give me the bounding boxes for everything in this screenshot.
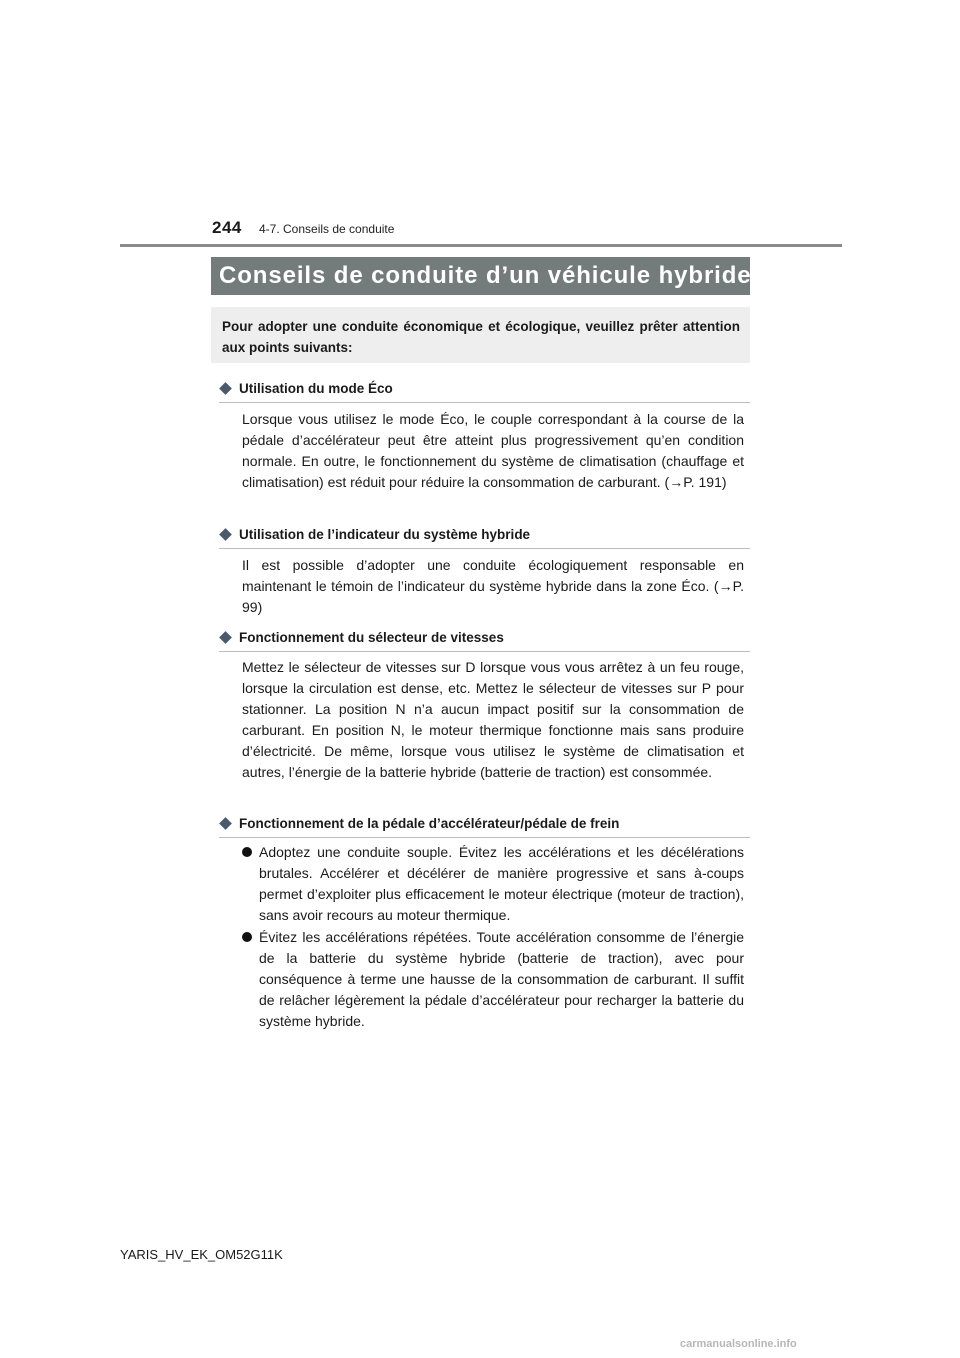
section-body-hybrid-indicator: Il est possible d’adopter une conduite écologiquement responsable en maintenant le témoin de l’indicateur du système hybride dans la zone Éco. (→P. 99) bbox=[242, 557, 744, 615]
section-body-eco-mode: Lorsque vous utilisez le mode Éco, le couple correspondant à la course de la pédale d’accélérateur peut être atteint plus progressivement qu’en condition normale. En outre, le fonctionnement du système de climatisation (chauffage et climatisation) est réduit pour réduire la consommation de carburant. (→P. 191) bbox=[242, 411, 744, 490]
bullet-text: Adoptez une conduite souple. Évitez les accélérations et les décélérations brutales. Accélérer et décélérer de manière progressive et sans à-coups permet d’exploiter plus efficacement le moteur électrique (moteur de traction), sans avoir recours au moteur thermique. bbox=[259, 844, 744, 923]
diamond-icon bbox=[219, 817, 232, 830]
bullet-item bbox=[242, 927, 744, 1032]
intro-box: Pour adopter une conduite économique et écologique, veuillez prêter attention aux points suivants: bbox=[211, 307, 750, 363]
footer-document-code: YARIS_HV_EK_OM52G11K bbox=[120, 1247, 283, 1262]
section-reference: 4-7. Conseils de conduite bbox=[259, 222, 395, 236]
watermark: carmanualsonline.info bbox=[680, 1338, 797, 1350]
header-divider bbox=[120, 244, 842, 247]
section-heading-text: Fonctionnement de la pédale d’accélérateur/pédale de frein bbox=[239, 816, 620, 831]
diamond-icon bbox=[219, 528, 232, 541]
diamond-icon bbox=[219, 382, 232, 395]
section-heading-eco-mode bbox=[219, 380, 750, 403]
section-body-gear-selector: Mettez le sélecteur de vitesses sur D lorsque vous vous arrêtez à un feu rouge, lorsque la circulation est dense, etc. Mettez le sélecteur de vitesses sur P pour stationner. La position N n’a aucun impact positif sur la consommation de carburant. En position N, le moteur thermique fonctionne mais sans produire d’électricité. De même, lorsque vous utilisez le système de climatisation et autres, l’énergie de la batterie hybride (batterie de traction) est consommée. bbox=[242, 659, 744, 780]
bullet-dot-icon bbox=[242, 847, 252, 857]
diamond-icon bbox=[219, 631, 232, 644]
section-heading-gear-selector bbox=[219, 629, 750, 652]
section-heading-pedals bbox=[219, 815, 750, 838]
section-heading-text: Fonctionnement du sélecteur de vitesses bbox=[239, 630, 504, 645]
page-title: Conseils de conduite d’un véhicule hybride bbox=[211, 257, 750, 295]
bullet-item bbox=[242, 842, 744, 926]
section-heading-text: Utilisation de l’indicateur du système hybride bbox=[239, 527, 531, 542]
section-heading-hybrid-indicator bbox=[219, 526, 750, 549]
page-number: 244 bbox=[212, 218, 242, 237]
bullet-dot-icon bbox=[242, 932, 252, 942]
bullet-text: Évitez les accélérations répétées. Toute accélération consomme de l’énergie de la batterie du système hybride (batterie de traction), avec pour conséquence à terme une hausse de la consommation de carburant. Il suffit de relâcher légèrement la pédale d’accélérateur pour recharger la batterie du système hybride. bbox=[259, 929, 744, 1029]
section-heading-text: Utilisation du mode Éco bbox=[239, 381, 393, 396]
